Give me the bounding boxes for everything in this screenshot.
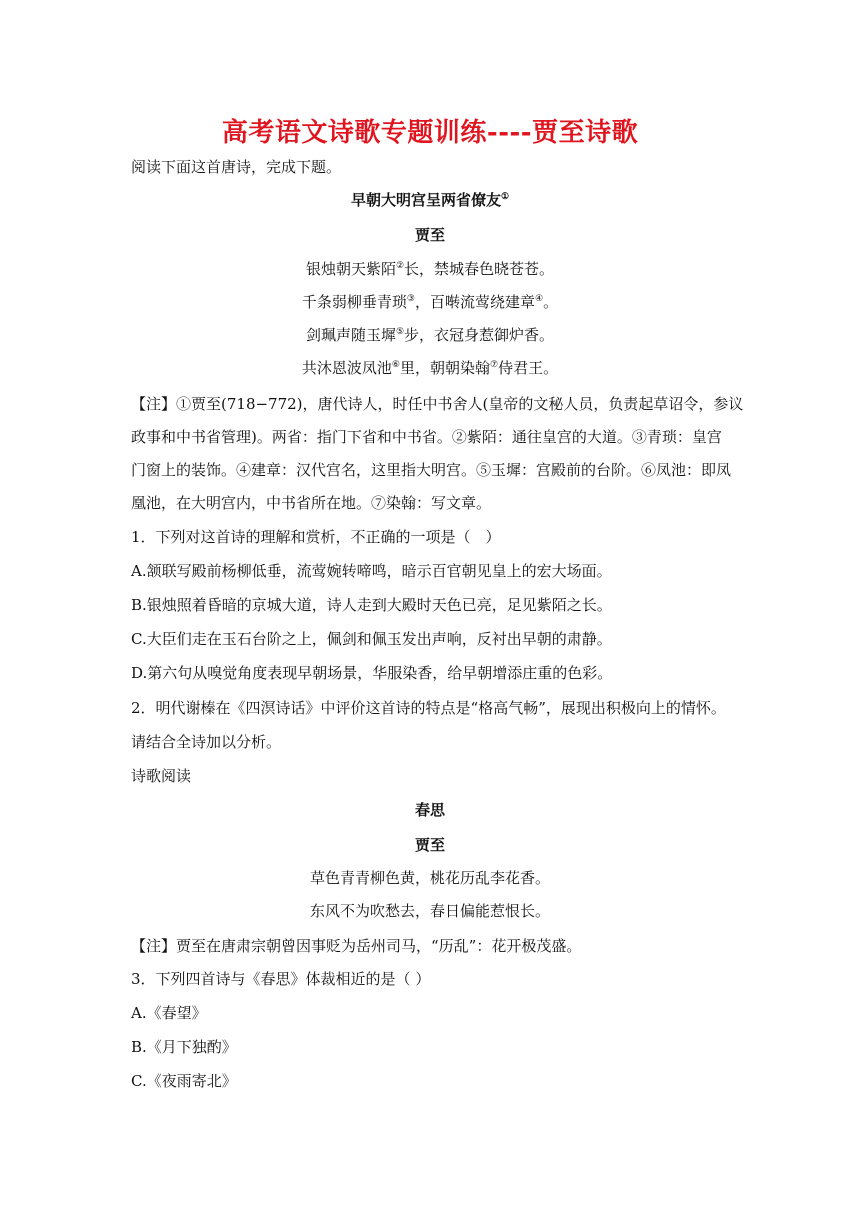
poem-author: 贾至 [414,836,445,854]
poem-note-line: 【注】贾至在唐肃宗朝曾因事贬为岳州司马，“历乱”：花开极茂盛。 [131,937,582,955]
poem-line [0,258,860,279]
footnote-mark: ② [395,261,405,271]
question-1-option-a: A.颔联写殿前杨柳低垂，流莺婉转啼鸣，暗示百官朝见皇上的宏大场面。 [131,562,612,580]
poem-line: 草色青青柳色黄，桃花历乱李花香。 [309,869,550,887]
poem-line-text: 共沐恩波凤池 [301,359,392,377]
poem-line [0,357,860,378]
section-heading: 诗歌阅读 [131,767,192,785]
poem-line-text: 。 [543,293,559,311]
poem-note-line: 【注】①贾至(718−772)，唐代诗人，时任中书舍人(皇帝的文秘人员，负责起草诏令，参议 [131,395,744,413]
question-1-option-d: D.第六句从嗅觉角度表现早朝场景，华服染香，给早朝增添庄重的色彩。 [131,664,613,682]
poem-line-text: 步，衣冠身惹御炉香。 [404,326,555,344]
question-1-option-b: B.银烛照着昏暗的京城大道，诗人走到大殿时天色已亮，足见紫陌之长。 [131,596,612,614]
poem-line-text: ，百啭流莺绕建章 [414,293,535,311]
footnote-mark: ⑥ [391,360,400,370]
footnote-mark: ④ [535,294,544,304]
footnote-mark: ① [500,192,510,202]
poem-note-line: 门窗上的装饰。④建章：汉代宫名，这里指大明宫。⑤玉墀：宫殿前的台阶。⑥凤池：即凤 [131,461,732,479]
poem-line-text: 剑珮声随玉墀 [305,326,396,344]
poem-title: 春思 [414,801,445,819]
question-3-option-b: B.《月下独酌》 [131,1038,237,1056]
question-3-stem: 3．下列四首诗与《春思》体裁相近的是（ ） [131,970,431,988]
document-title: 高考语文诗歌专题训练----贾至诗歌 [221,118,639,148]
question-1-stem: 1．下列对这首诗的理解和赏析，不正确的一项是（ ） [131,528,501,546]
question-3-option-a: A.《春望》 [131,1004,207,1022]
question-1-option-c: C.大臣们走在玉石台阶之上，佩剑和佩玉发出声响，反衬出早朝的肃静。 [131,630,612,648]
poem-author: 贾至 [414,226,445,244]
question-2-stem-cont: 请结合全诗加以分析。 [131,733,282,751]
poem-line [0,291,860,312]
poem-note-line: 政事和中书省管理)。两省：指门下省和中书省。②紫陌：通往皇宫的大道。③青琐：皇宫 [131,428,722,446]
poem-line: 东风不为吹愁去，春日偏能惹恨长。 [309,902,550,920]
question-3-option-c: C.《夜雨寄北》 [131,1072,237,1090]
poem-line [0,324,860,345]
poem-title [0,189,860,210]
poem-note-line: 凰池，在大明宫内，中书省所在地。⑦染翰：写文章。 [131,494,492,512]
poem-line-text: 里，朝朝染翰 [399,359,490,377]
footnote-mark: ③ [406,294,415,304]
poem-line-text: 侍君王。 [498,359,559,377]
reading-instruction: 阅读下面这首唐诗，完成下题。 [131,158,342,176]
footnote-mark: ⑤ [395,327,405,337]
poem-line-text: 银烛朝天紫陌 [305,260,396,278]
footnote-mark: ⑦ [490,360,499,370]
poem-line-text: 长，禁城春色晓苍苍。 [404,260,555,278]
poem-line-text: 千条弱柳垂青琐 [301,293,407,311]
poem-title-text: 早朝大明宫呈两省僚友 [350,191,501,209]
question-2-stem: 2．明代谢榛在《四溟诗话》中评价这首诗的特点是“格高气畅”，展现出积极向上的情怀。 [131,699,726,717]
